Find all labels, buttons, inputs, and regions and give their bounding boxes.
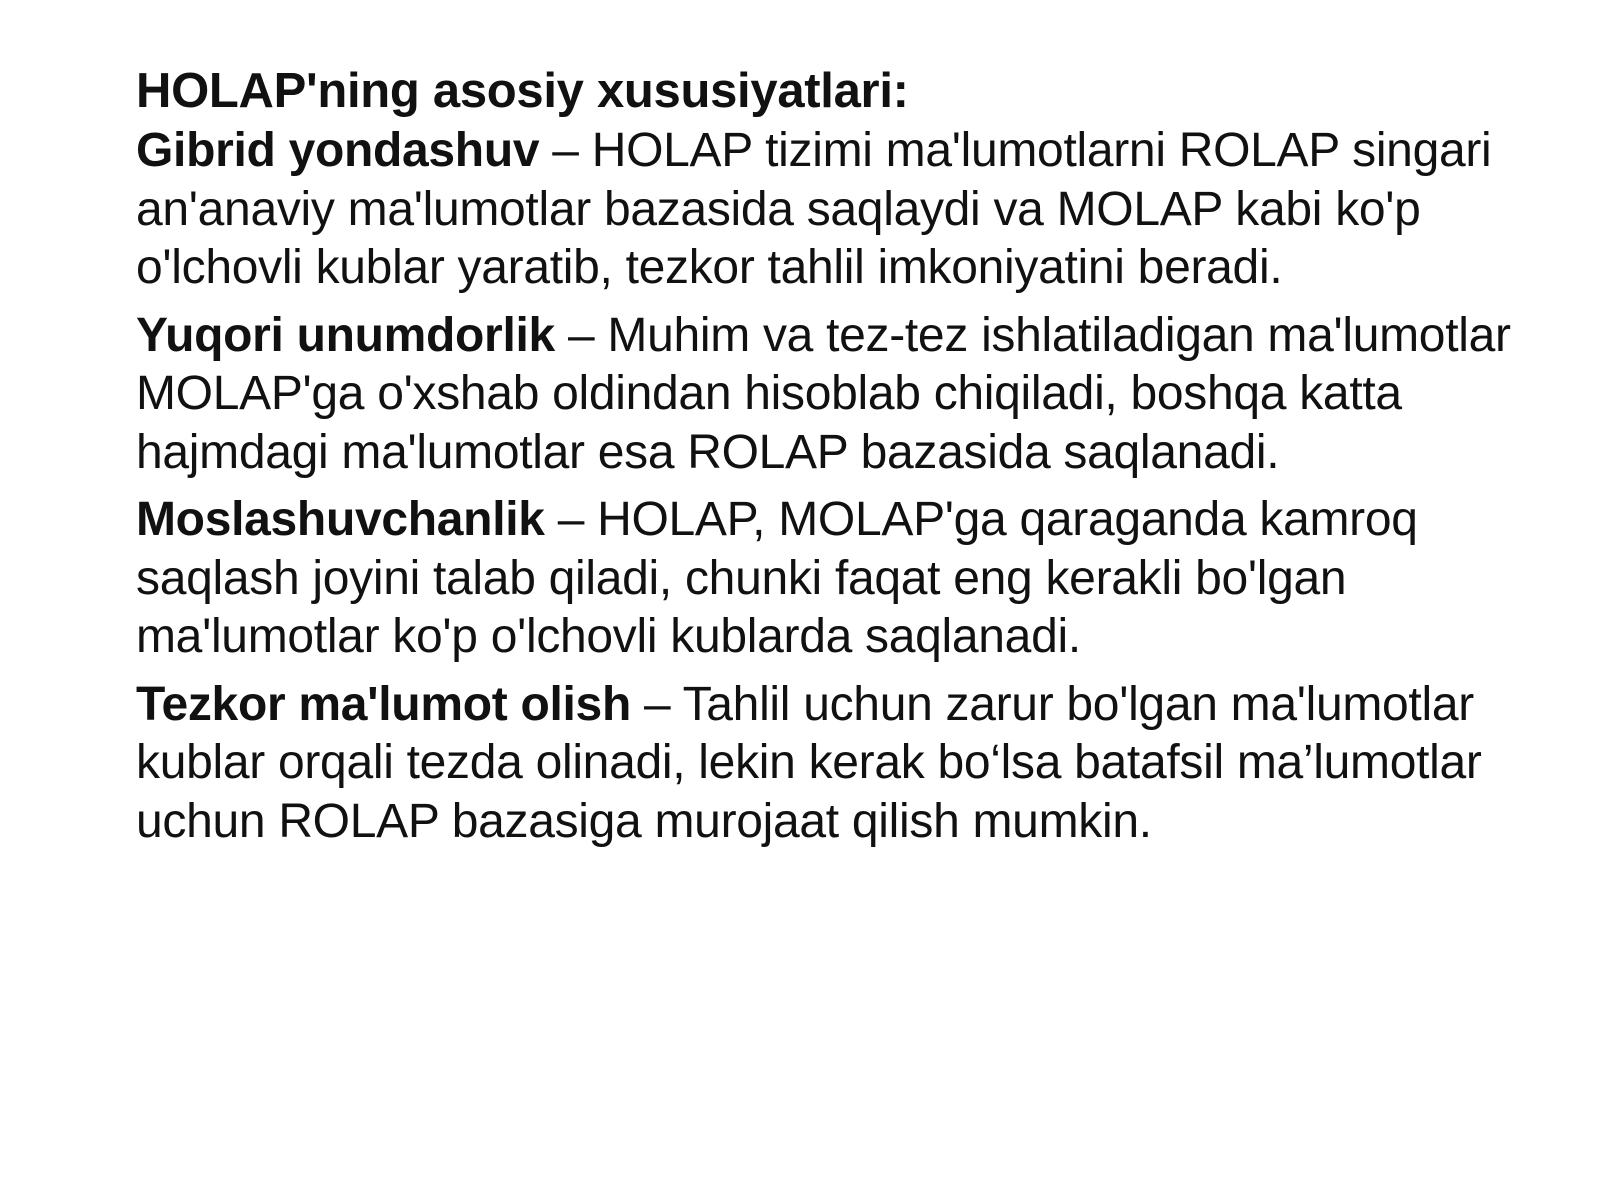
feature-term: Yuqori unumdorlik: [136, 308, 555, 362]
feature-description: Tahlil uchun zarur bo'lgan ma'lumotlar kublar orqali tezda olinadi, lekin kerak bo‘lsa batafsil ma’lumotlar uchun ROLAP bazasiga murojaat qilish mumkin.: [136, 677, 1482, 848]
feature-description: Muhim va tez-tez ishlatiladigan ma'lumotlar MOLAP'ga o'xshab oldindan hisoblab chiqiladi, boshqa katta hajmdagi ma'lumotlar esa ROLAP bazasida saqlanadi.: [136, 308, 1511, 479]
feature-flexibility: [136, 491, 1536, 667]
feature-separator: –: [544, 493, 598, 546]
slide-content: [136, 62, 1536, 860]
slide-heading: HOLAP'ning asosiy xususiyatlari:: [136, 64, 909, 118]
feature-term: Moslashuvchanlik: [136, 493, 545, 546]
feature-separator: –: [554, 308, 608, 362]
feature-term: Gibrid yondashuv: [136, 124, 540, 177]
feature-fast-data-retrieval: [136, 676, 1536, 852]
feature-hybrid-approach: [136, 122, 1536, 298]
feature-separator: –: [539, 124, 592, 177]
feature-description: HOLAP tizimi ma'lumotlarni ROLAP singari an'anaviy ma'lumotlar bazasida saqlaydi va MOLAP kabi ko'p o'lchovli kublar yaratib, tezkor tahlil imkoniyatini beradi.: [136, 124, 1492, 294]
feature-description: HOLAP, MOLAP'ga qaraganda kamroq saqlash joyini talab qiladi, chunki faqat eng kerakli bo'lgan ma'lumotlar ko'p o'lchovli kublarda saqlanadi.: [136, 493, 1418, 663]
feature-separator: –: [630, 677, 683, 731]
feature-term: Tezkor ma'lumot olish: [136, 677, 631, 731]
feature-high-performance: [136, 307, 1536, 483]
